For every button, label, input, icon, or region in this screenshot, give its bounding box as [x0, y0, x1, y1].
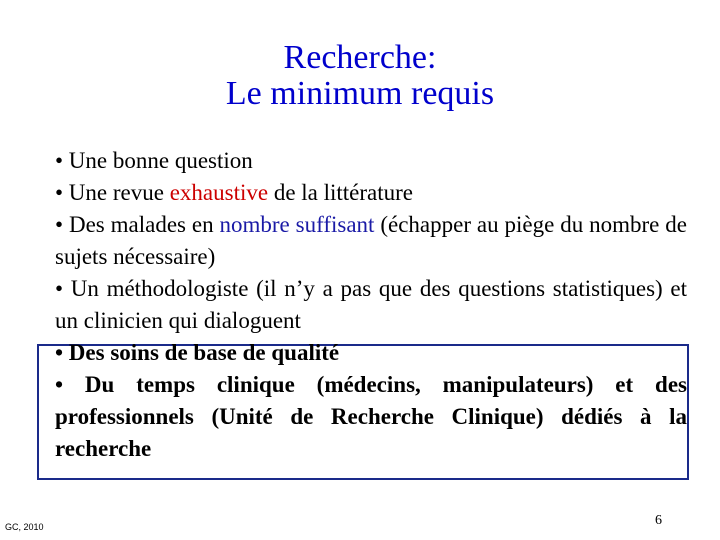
bullet-text: • Du temps clinique (médecins, manipulateurs) et des professionnels (Unité de Recherche Clinique) dédiés à la recherche	[55, 372, 687, 461]
bullet-text: • Des malades en	[55, 212, 220, 237]
bullet-text: • Une bonne question	[55, 148, 253, 173]
bullet-item-boxed	[55, 369, 687, 465]
bullet-item	[55, 209, 687, 273]
footer-author-date: GC, 2010	[5, 522, 44, 532]
bullet-emphasis-blue: nombre suffisant	[219, 212, 375, 237]
bullet-list	[55, 145, 687, 465]
bullet-text: (échapper au piège du nombre de sujets nécessaire)	[55, 212, 687, 269]
bullet-text: • Une revue	[55, 180, 170, 205]
bullet-item	[55, 273, 687, 337]
slide-title-line-1: Recherche:	[283, 39, 437, 76]
bullet-text: • Des soins de base de qualité	[55, 340, 340, 365]
slide-title	[150, 40, 570, 112]
bullet-text: de la littérature	[268, 180, 414, 205]
bullet-text: • Un méthodologiste (il n’y a pas que des questions statistiques) et un clinicien qui dialoguent	[55, 276, 687, 333]
bullet-emphasis-red: exhaustive	[169, 180, 269, 205]
bullet-item	[55, 177, 687, 209]
slide-title-line-2: Le minimum requis	[225, 75, 495, 112]
bullet-item	[55, 145, 687, 177]
bullet-item-boxed	[55, 337, 687, 369]
page-number: 6	[655, 513, 662, 528]
